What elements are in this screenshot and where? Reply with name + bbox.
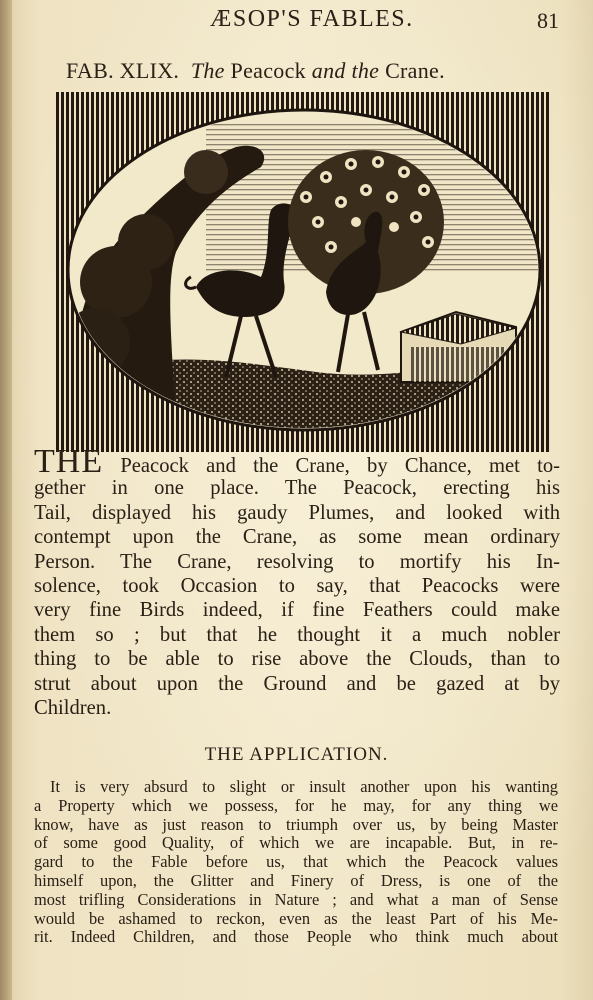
application-line: rit. Indeed Children, and those People who think much about xyxy=(34,927,558,947)
fable-heading xyxy=(66,58,445,84)
application-line: It is very absurd to slight or insult another upon his wanting xyxy=(50,777,558,796)
application-line: most trifling Considerations in Nature ; and what a man of Sense xyxy=(34,889,558,909)
fable-line: solence, took Occasion to say, that Peacocks were xyxy=(34,574,560,597)
application-line: a Property which we possess, for he may, for any thing we xyxy=(34,795,558,815)
fable-title-peacock: Peacock xyxy=(230,58,306,83)
running-title: ÆSOP'S FABLES. xyxy=(210,6,414,32)
fable-title-prefix: The xyxy=(190,58,225,83)
fable-line: strut about upon the Ground and be gazed at by xyxy=(34,672,560,695)
fable-line: THE Peacock and the Crane, by Chance, met to- xyxy=(34,443,560,480)
fable-line: thing to be able to rise above the Clouds, than to xyxy=(34,648,560,671)
application-line: of some good Quality, of which we are incapable. But, in re- xyxy=(34,833,558,853)
fable-number: FAB. XLIX. xyxy=(66,58,180,83)
page-number: 81 xyxy=(537,8,559,33)
application-line: himself upon, the Glitter and Finery of Dress, is one of the xyxy=(34,870,558,890)
fable-line: them so ; but that he thought it a much nobler xyxy=(34,623,560,646)
dropcap-word: THE xyxy=(34,443,104,480)
application-heading: THE APPLICATION. xyxy=(204,744,389,765)
fable-line: contempt upon the Crane, as some mean ordinary xyxy=(34,526,560,549)
fable-line: gether in one place. The Peacock, erecting his xyxy=(34,477,560,500)
application-line: would be ashamed to reckon, even as the least Part of his Me- xyxy=(34,908,558,928)
fable-title-conjunction: and the xyxy=(311,58,380,83)
page-gutter xyxy=(0,0,12,1000)
fable-line: Tail, displayed his gaudy Plumes, and looked with xyxy=(34,501,560,524)
woodcut-illustration xyxy=(56,92,551,452)
fable-title-crane: Crane. xyxy=(385,58,445,83)
fable-line: Person. The Crane, resolving to mortify his In- xyxy=(34,550,560,573)
application-text xyxy=(34,778,558,947)
running-head xyxy=(0,6,593,38)
fable-line-last: Children. xyxy=(34,696,112,719)
application-line: know, have as just reason to triumph over us, by being Master xyxy=(34,814,558,834)
fable-line: very fine Birds indeed, if fine Feathers could make xyxy=(34,599,560,622)
application-line: gard to the Fable before us, that which the Peacock values xyxy=(34,852,558,872)
fable-text xyxy=(34,443,560,720)
